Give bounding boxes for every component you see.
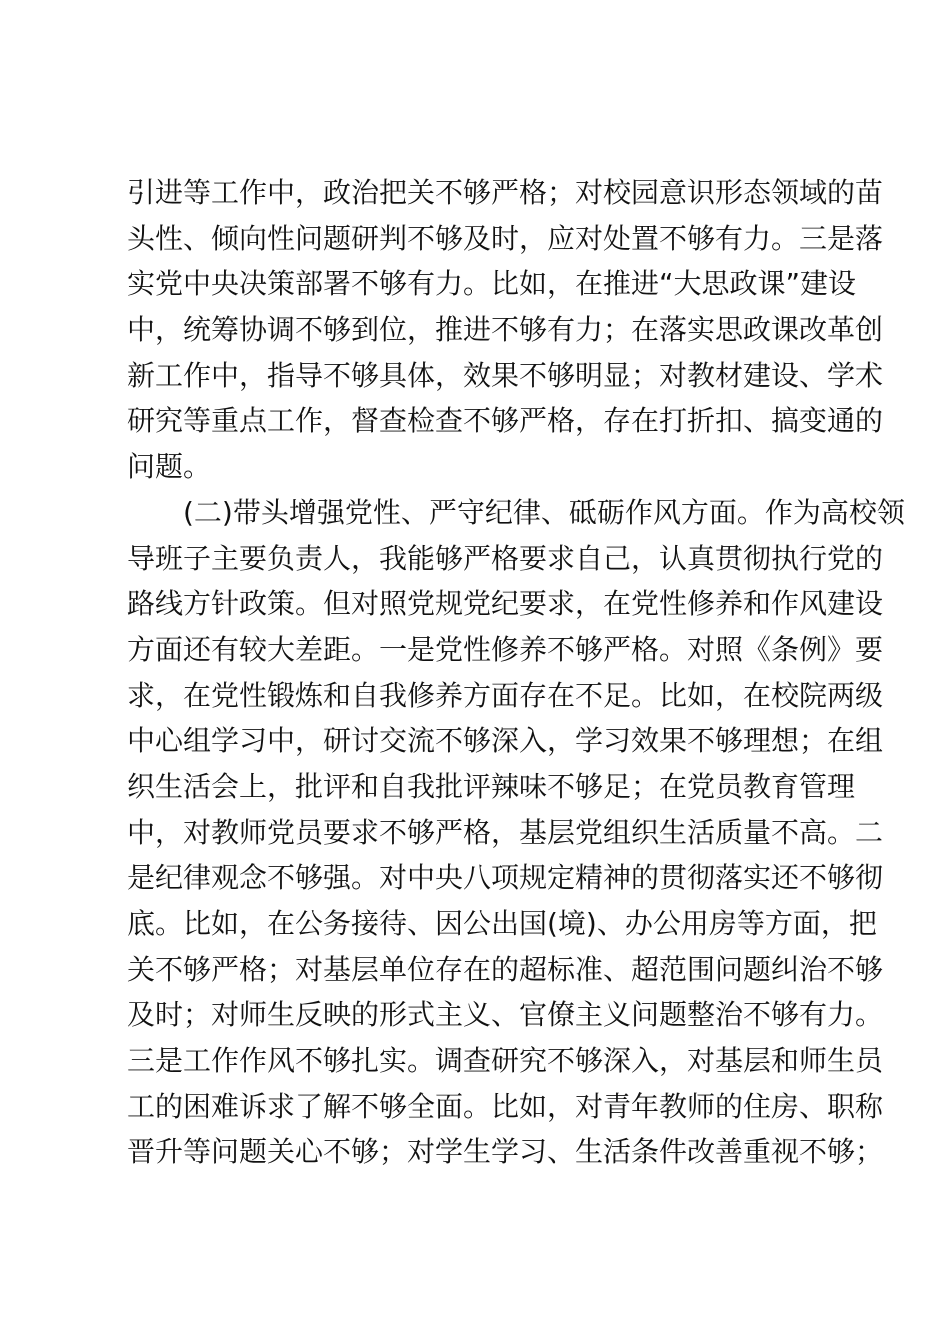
text-line: 中心组学习中，研讨交流不够深入，学习效果不够理想；在组	[127, 724, 884, 758]
text-line: 及时；对师生反映的形式主义、官僚主义问题整治不够有力。	[127, 998, 884, 1032]
text-line: 关不够严格；对基层单位存在的超标准、超范围问题纠治不够	[127, 952, 884, 986]
text-line: 织生活会上，批评和自我批评辣味不够足；在党员教育管理	[127, 769, 856, 803]
text-line: 底。比如，在公务接待、因公出国(境)、办公用房等方面，把	[127, 907, 877, 940]
text-line: 导班子主要负责人，我能够严格要求自己，认真贯彻执行党的	[127, 541, 884, 575]
body-text	[127, 170, 905, 1175]
text-line: 晋升等问题关心不够；对学生学习、生活条件改善重视不够；	[127, 1135, 884, 1169]
text-line: 三是工作作风不够扎实。调查研究不够深入，对基层和师生员	[127, 1044, 884, 1078]
text-line: 新工作中，指导不够具体，效果不够明显；对教材建设、学术	[127, 358, 884, 392]
section-heading-line: (二)带头增强党性、严守纪律、砥砺作风方面。作为高校领	[183, 495, 905, 529]
text-line: 中，统筹协调不够到位，推进不够有力；在落实思政课改革创	[127, 313, 884, 347]
text-line: 是纪律观念不够强。对中央八项规定精神的贯彻落实还不够彻	[127, 861, 884, 895]
text-line: 求，在党性锻炼和自我修养方面存在不足。比如，在校院两级	[127, 678, 884, 712]
text-line: 中，对教师党员要求不够严格，基层党组织生活质量不高。二	[127, 815, 884, 849]
text-line: 问题。	[127, 450, 212, 484]
text-line: 工的困难诉求了解不够全面。比如，对青年教师的住房、职称	[127, 1089, 884, 1123]
text-line: 路线方针政策。但对照党规党纪要求，在党性修养和作风建设	[127, 587, 884, 621]
text-line: 研究等重点工作，督查检查不够严格，存在打折扣、搞变通的	[127, 404, 884, 438]
text-line: 头性、倾向性问题研判不够及时，应对处置不够有力。三是落	[127, 221, 884, 255]
text-line: 引进等工作中，政治把关不够严格；对校园意识形态领域的苗	[127, 176, 884, 209]
text-line: 方面还有较大差距。一是党性修养不够严格。对照《条例》要	[127, 632, 884, 666]
text-line: 实党中央决策部署不够有力。比如，在推进“大思政课”建设	[127, 267, 857, 301]
